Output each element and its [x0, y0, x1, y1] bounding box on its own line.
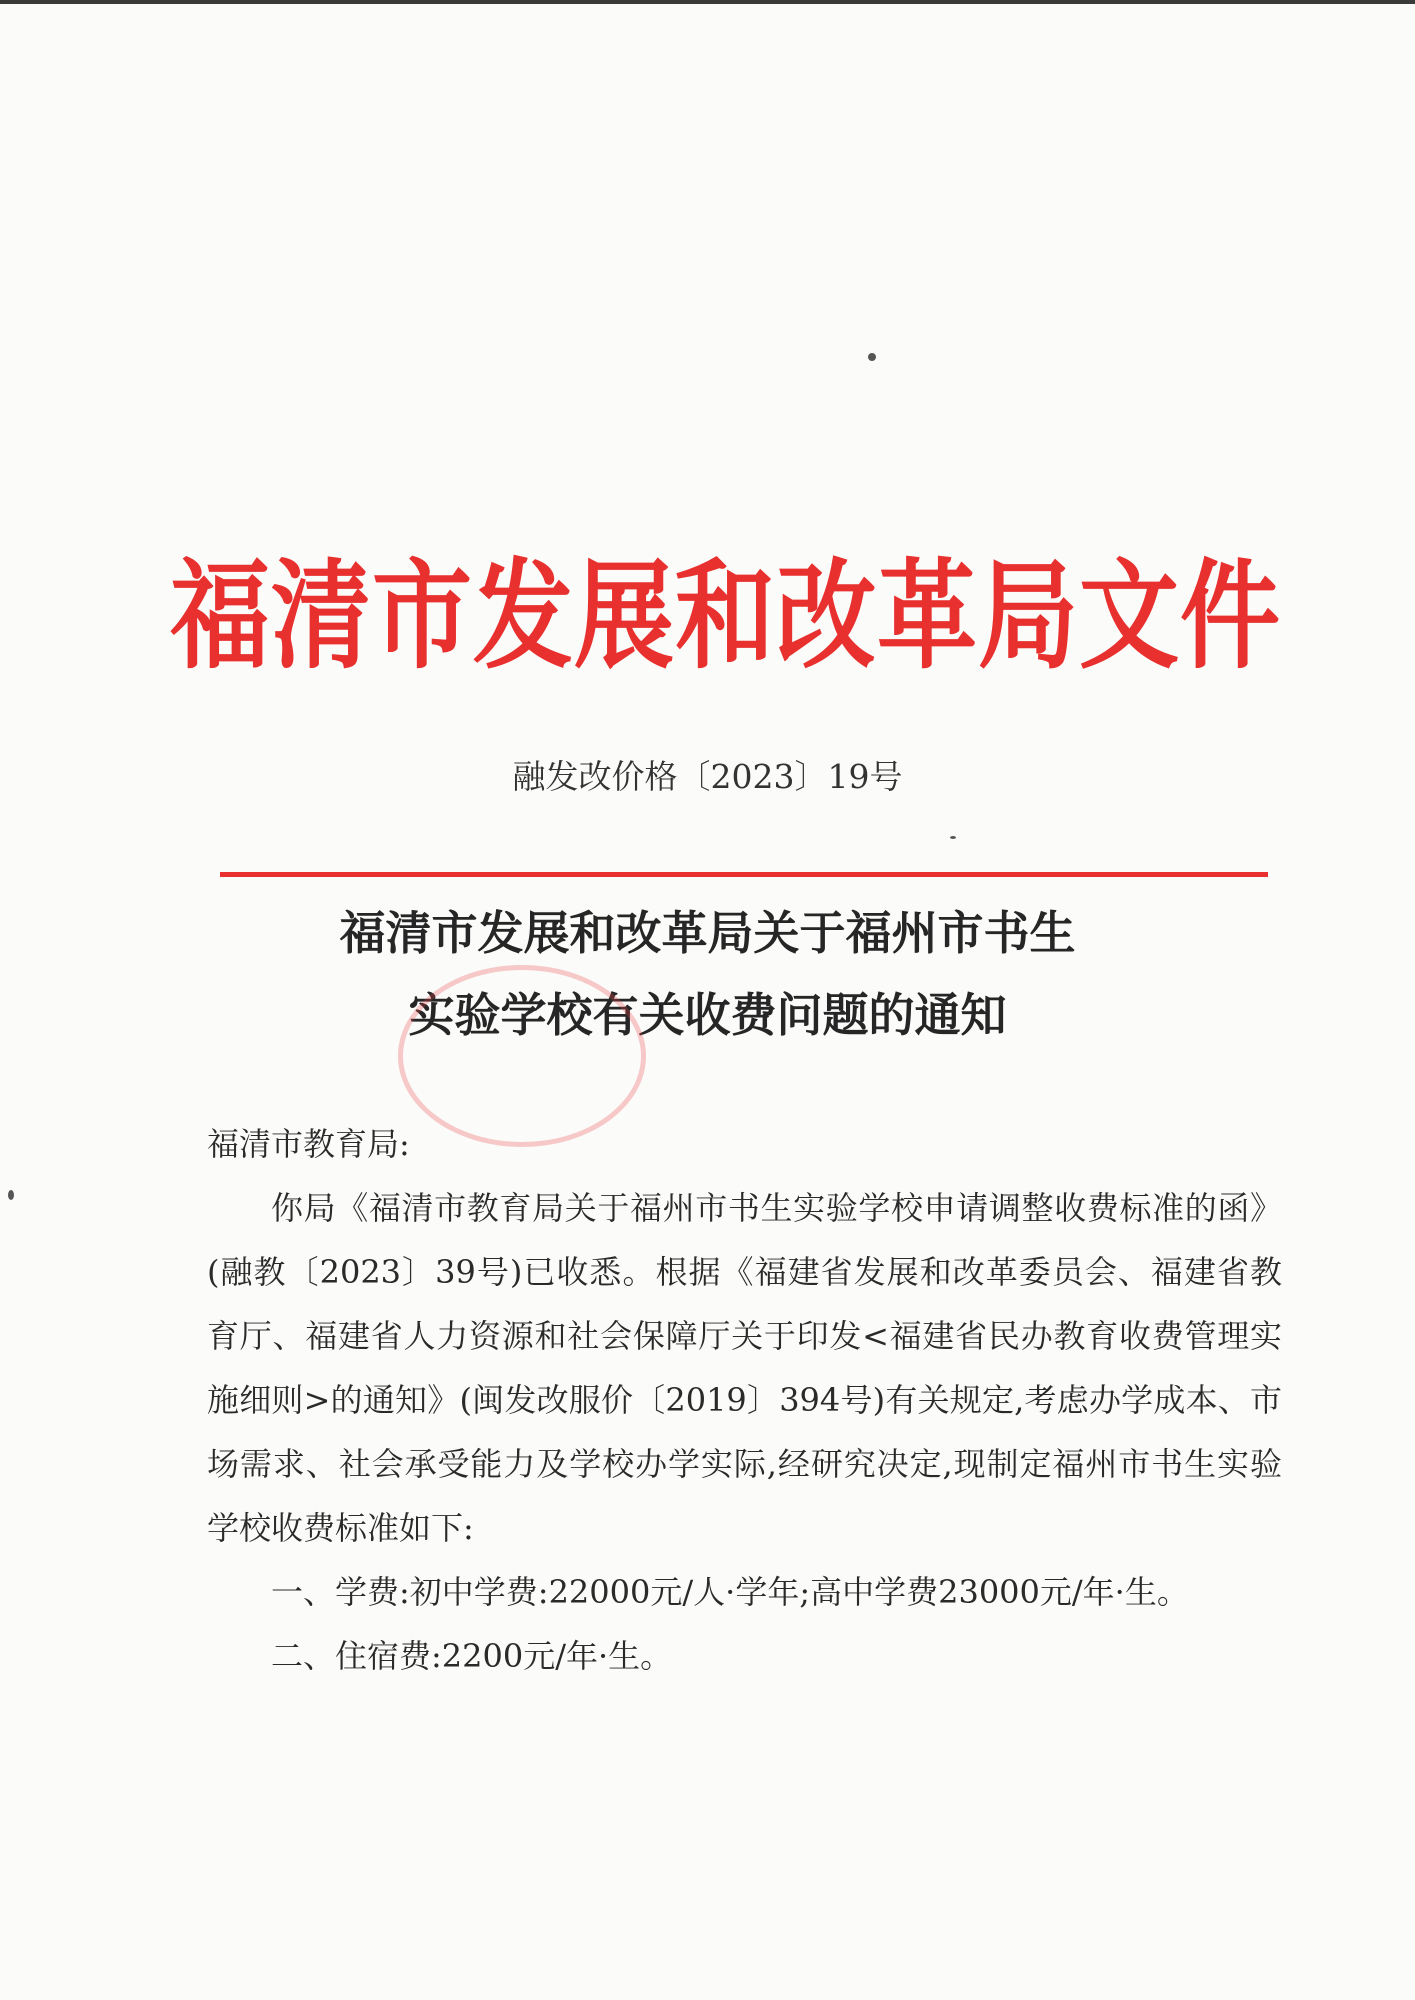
- body-paragraph-accommodation: 二、住宿费:2200元/年·生。: [271, 1637, 673, 1675]
- addressee: 福清市教育局:: [207, 1125, 410, 1163]
- body-paragraph-main: 你局《福清市教育局关于福州市书生实验学校申请调整收费标准的函》(融教〔2023〕39号)已收悉。根据《福建省发展和改革委员会、福建省教育厅、福建省人力资源和社会保障厅关于印发<福建省民办教育收费管理实施细则>的通知》(闽发改服价〔2019〕394号)有关规定,考虑办学成本、市场需求、社会承受能力及学校办学实际,经研究决定,现制定福州市书生实验学校收费标准如下:: [207, 1189, 1282, 1547]
- red-separator-line: [220, 872, 1268, 877]
- notice-title-line-1: 福清市发展和改革局关于福州市书生: [339, 906, 1076, 960]
- scan-speck: [950, 836, 956, 839]
- notice-title: [0, 892, 1415, 1056]
- scan-speck: [868, 353, 876, 361]
- document-number: 融发改价格〔2023〕19号: [512, 757, 903, 796]
- body-paragraph-tuition: 一、学费:初中学费:22000元/人·学年;高中学费23000元/年·生。: [271, 1573, 1189, 1611]
- issuer-header-title: 福清市发展和改革局文件: [170, 547, 1281, 686]
- notice-body: [207, 1112, 1282, 1688]
- scan-speck: [8, 1190, 14, 1200]
- scan-top-edge: [0, 0, 1415, 4]
- notice-title-line-2: 实验学校有关收费问题的通知: [408, 988, 1007, 1042]
